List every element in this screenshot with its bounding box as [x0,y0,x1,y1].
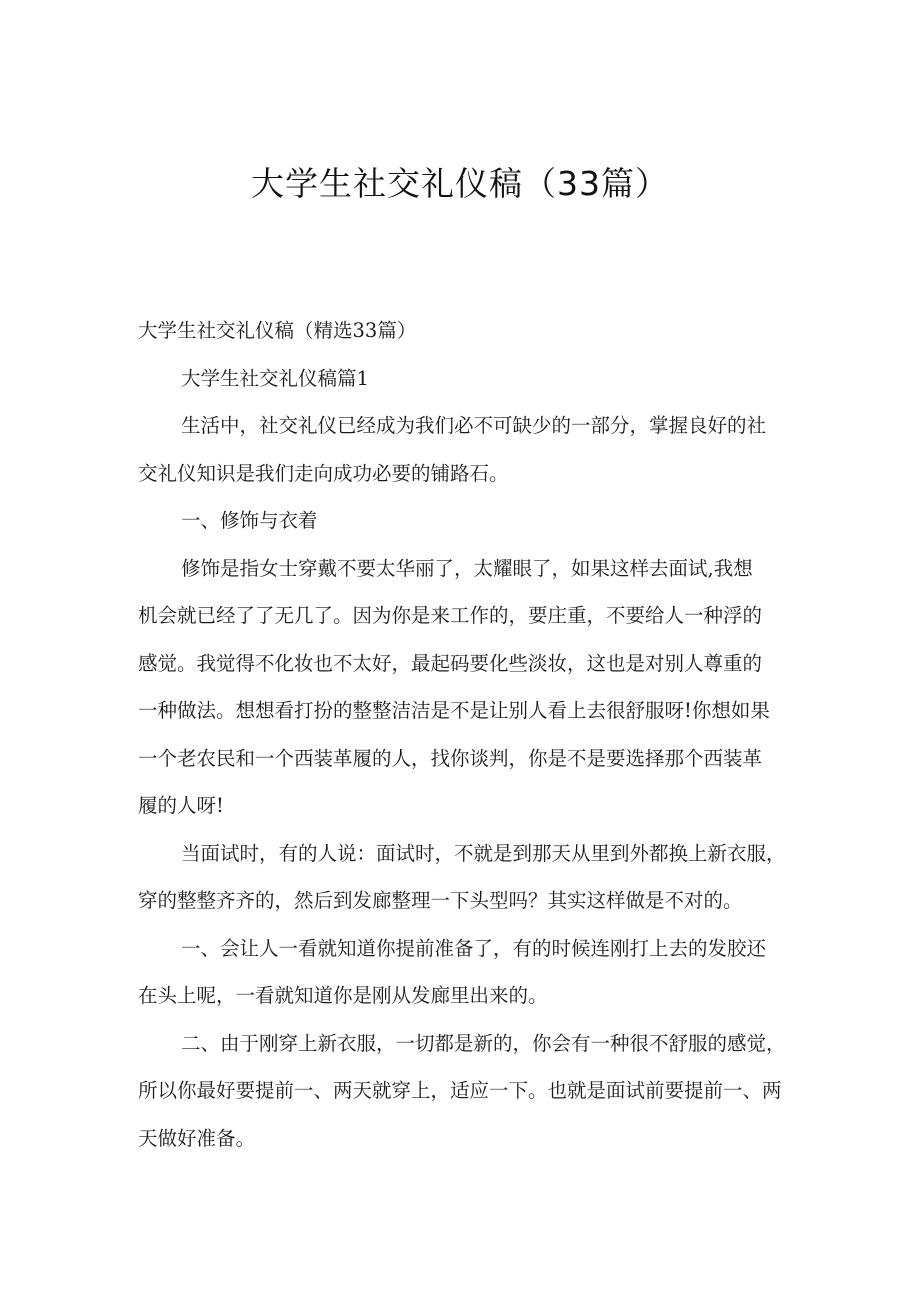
section-heading: 大学生社交礼仪稿篇1 [181,366,369,390]
paragraph-line: 所以你最好要提前一、两天就穿上，适应一下。也就是面试前要提前一、两 [138,1079,782,1102]
paragraph [138,402,798,497]
paragraph-line: 履的人呀! [138,794,224,817]
paragraph-line: 生活中，社交礼仪已经成为我们必不可缺少的一部分，掌握良好的社 [181,414,767,437]
paragraph-line: 一、修饰与衣着 [181,509,318,532]
paragraph-line: 交礼仪知识是我们走向成功必要的铺路石。 [138,461,509,485]
paragraph [138,545,798,830]
paragraph-line: 二、由于刚穿上新衣服，一切都是新的，你会有一种很不舒服的感觉， [181,1031,786,1055]
paragraph-line: 天做好准备。 [138,1126,256,1150]
paragraph-line: 修饰是指女士穿戴不要太华丽了，太耀眼了，如果这样去面试,我想 [181,556,753,580]
paragraph-line: 当面试时，有的人说：面试时，不就是到那天从里到外都换上新衣服， [181,841,786,865]
paragraph [138,1020,798,1163]
paragraph-line: 机会就已经了了无几了。因为你是来工作的，要庄重，不要给人一种浮的 [138,604,763,627]
paragraph [138,497,798,545]
paragraph-line: 一、会让人一看就知道你提前准备了，有的时候连刚打上去的发胶还 [181,936,767,960]
paragraph [138,925,798,1020]
paragraph-line: 在头上呢，一看就知道你是刚从发廊里出来的。 [138,984,548,1007]
document-body [138,307,798,1162]
paragraph-line: 穿的整整齐齐的，然后到发廊整理一下头型吗？其实这样做是不对的。 [138,889,743,912]
paragraph-line: 一个老农民和一个西装革履的人，找你谈判，你是不是要选择那个西装革 [138,746,763,770]
paragraph [138,830,798,925]
document-subtitle: 大学生社交礼仪稿（精选33篇） [138,319,417,342]
document-title: 大学生社交礼仪稿（33篇） [251,164,669,203]
paragraph-line: 一种做法。想想看打扮的整整洁洁是不是让别人看上去很舒服呀!你想如果 [138,699,770,722]
paragraph-line: 感觉。我觉得不化妆也不太好，最起码要化些淡妆，这也是对别人尊重的 [138,651,763,675]
